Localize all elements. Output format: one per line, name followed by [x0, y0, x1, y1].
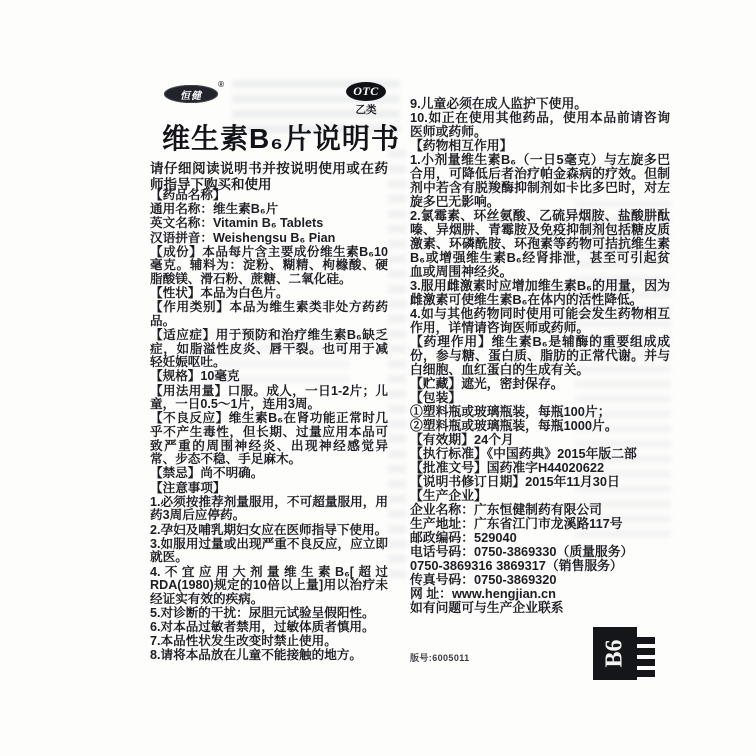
paragraph: 9.儿童必须在成人监护下使用。	[410, 96, 588, 111]
otc-badge	[346, 82, 386, 117]
otc-label: OTC	[346, 82, 386, 101]
paragraph: 【用法用量】口服。成人，一日1-2片；儿童，一日0.5～1片，连用3周。	[150, 383, 388, 412]
paragraph: 4.如与其他药物同时使用可能会发生药物相互作用，详情请咨询医师或药师。	[410, 306, 670, 335]
paragraph: 【禁忌】尚不明确。	[150, 466, 264, 481]
b6-logo	[593, 627, 655, 680]
paragraph: 【生产企业】	[410, 488, 487, 503]
paragraph: 6.对本品过敏者禁用，过敏体质者慎用。	[150, 620, 375, 635]
paragraph: 通用名称：维生素B₆片	[150, 202, 279, 217]
read-instructions-notice: 请仔细阅读说明书并按说明使用或在药师指导下购买和使用	[150, 161, 388, 192]
paragraph: 网 址：www.hengjian.cn	[410, 586, 556, 601]
paragraph: 4.不宜应用大剂量维生素B₆[超过RDA(1980)规定的10倍以上量]用以治疗未经证实有效的疾病。	[150, 564, 388, 606]
paragraph: 1.小剂量维生素B₆（一日5毫克）与左旋多巴合用，可降低后者治疗帕金森病的疗效。但制剂中若含有脱羧酶抑制剂如卡比多巴时，对左旋多巴无影响。	[410, 152, 670, 209]
paragraph: ①塑料瓶或玻璃瓶装，每瓶100片；	[410, 404, 611, 419]
paragraph: 3.服用雌激素时应增加维生素B₆的用量，因为雌激素可使维生素B₆在体内的活性降低。	[410, 278, 670, 307]
paragraph: 8.请将本品放在儿童不能接触的地方。	[150, 648, 363, 663]
b6-logo-square	[593, 627, 637, 680]
paragraph: 企业名称：广东恒健制药有限公司	[410, 502, 602, 517]
paragraph: 【药理作用】维生素B₆是辅酶的重要组成成份，参与糖、蛋白质、脂肪的正常代谢。并与白细胞、血红蛋白的生成有关。	[410, 334, 670, 377]
b6-comb-bar	[637, 659, 655, 666]
paragraph: 电话号码：0750-3869330（质量服务）	[410, 544, 634, 559]
paragraph: 3.如服用过量或出现严重不良反应，应立即就医。	[150, 536, 388, 565]
paragraph: 【注意事项】	[150, 480, 226, 495]
b6-comb-bar	[637, 637, 655, 644]
paragraph: 【包装】	[410, 390, 462, 405]
right-column	[410, 97, 670, 615]
show-through-smudge	[388, 150, 406, 580]
paragraph: 1.必须按推荐剂量服用，不可超量服用，用药3周后应停药。	[150, 494, 388, 523]
paragraph: 【不良反应】维生素B₆在肾功能正常时几乎不产生毒性，但长期、过量应用本品可致严重的周围神经炎、出现神经感觉异常、步态不稳、手足麻木。	[150, 411, 388, 467]
leaflet-header	[150, 80, 400, 192]
b6-logo-text: B6	[601, 639, 628, 668]
paragraph: 【执行标准】《中国药典》2015年版二部	[410, 446, 637, 461]
paragraph: 2.孕妇及哺乳期妇女应在医师指导下使用。	[150, 522, 388, 537]
paragraph: 邮政编码：529040	[410, 530, 517, 545]
paragraph: 【性状】本品为白色片。	[150, 286, 289, 301]
paragraph: 5.对诊断的干扰：尿胆元试验呈假阳性。	[150, 605, 375, 620]
paragraph: ②塑料瓶或玻璃瓶装，每瓶1000片。	[410, 418, 618, 433]
paragraph: 0750-3869316 3869317（销售服务）	[410, 558, 623, 573]
page-title: 维生素B₆片说明书	[162, 123, 400, 154]
b6-comb-bar	[637, 670, 655, 677]
paragraph: 汉语拼音：Weishengsu B₆ Pian	[150, 230, 336, 245]
paragraph: 【适应症】用于预防和治疗维生素B₆缺乏症，如脂溢性皮炎、唇干裂。也可用于减轻妊娠呕吐。	[150, 328, 388, 370]
paragraph: 7.本品性状发生改变时禁止使用。	[150, 634, 337, 649]
paragraph: 2.氯霉素、环丝氨酸、乙硫异烟胺、盐酸肼酞嗪、异烟肼、青霉胺及免疫抑制剂包括糖皮质激素、环磷酰胺、环孢素等药物可拮抗维生素B₆或增强维生素B₆经肾排泄，甚至可引起贫血或周围神经炎。	[410, 208, 670, 279]
edition-number: 版号:6005011	[410, 653, 470, 663]
b6-logo-comb	[637, 627, 655, 680]
paragraph: 生产地址：广东省江门市龙溪路117号	[410, 516, 623, 531]
b6-comb-bar	[637, 648, 655, 655]
paragraph: 【作用类别】本品为维生素类非处方药药品。	[150, 300, 388, 328]
paragraph: 【说明书修订日期】2015年11月30日	[410, 474, 620, 489]
paragraph: 【贮藏】遮光，密封保存。	[410, 376, 564, 391]
paragraph: 英文名称：Vitamin B₆ Tablets	[150, 216, 324, 231]
brand-logo-text: 恒健	[180, 90, 202, 102]
paragraph: 传真号码：0750-3869320	[410, 572, 557, 587]
brand-row	[150, 82, 388, 117]
paragraph: 【有效期】24个月	[410, 432, 514, 447]
paragraph: 如有问题可与生产企业联系	[410, 600, 564, 615]
registered-trademark-icon: ®	[218, 80, 225, 89]
otc-class-label: 乙类	[355, 104, 377, 116]
left-column	[150, 189, 388, 664]
paragraph: 【批准文号】国药准字H44020622	[410, 460, 605, 475]
paragraph: 【药物相互作用】	[410, 138, 513, 153]
hengjian-brand-logo	[164, 80, 225, 103]
paragraph: 【药品名称】	[150, 188, 226, 202]
paragraph: 10.如正在使用其他药品，使用本品前请咨询医师或药师。	[410, 110, 670, 139]
paragraph: 【规格】10毫克	[150, 369, 240, 384]
paragraph: 【成份】本品每片含主要成份维生素B₆10毫克。辅料为：淀粉、糊精、枸橼酸、硬脂酸镁、滑石粉、蔗糖、二氧化硅。	[150, 244, 388, 286]
